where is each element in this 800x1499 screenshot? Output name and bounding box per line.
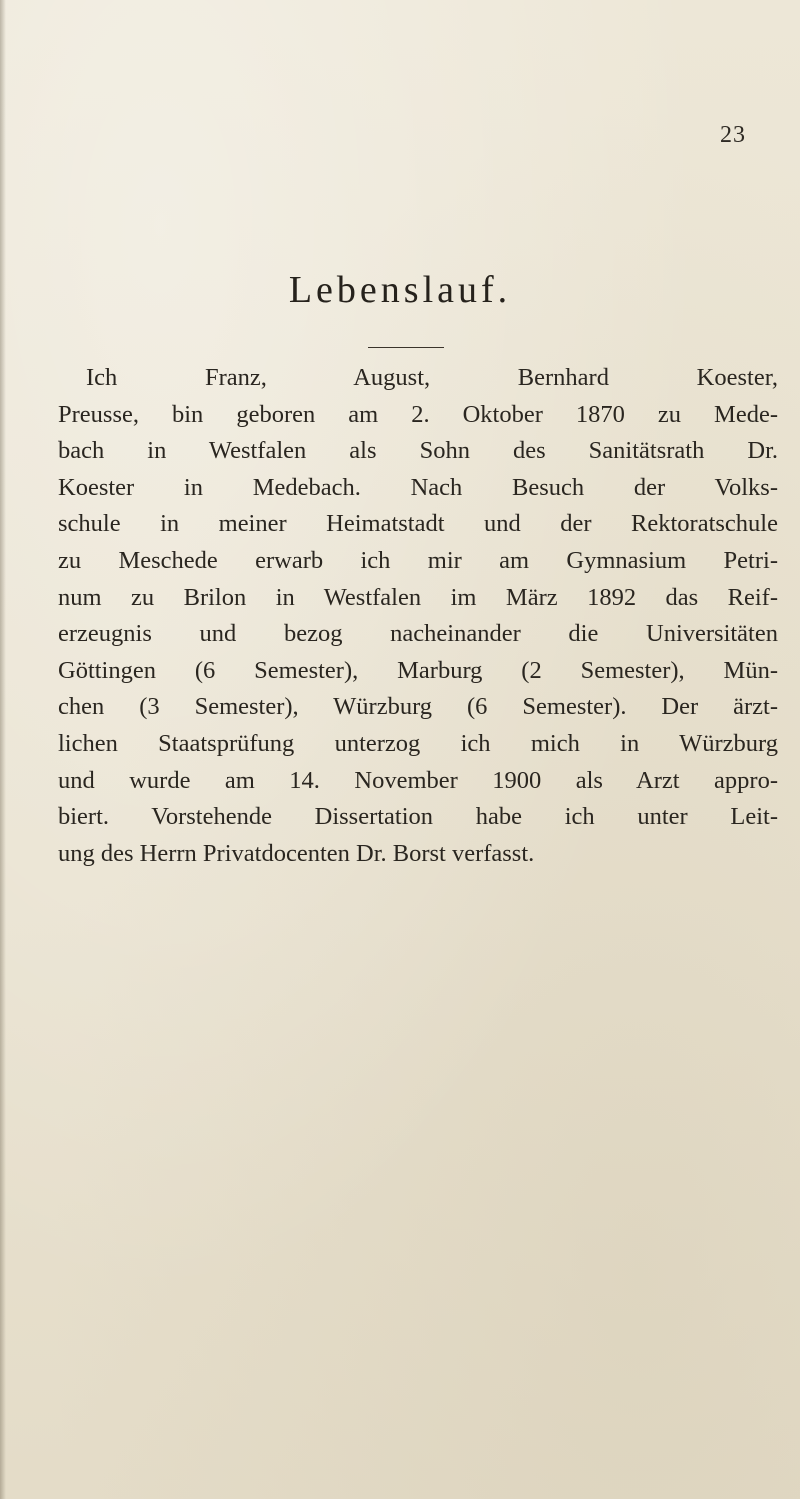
body-paragraph <box>58 360 778 872</box>
body-line: erzeugnis und bezog nacheinander die Universitäten <box>58 620 778 648</box>
body-line: biert. Vorstehende Dissertation habe ich unter Leit- <box>58 803 778 831</box>
title-divider <box>368 347 444 348</box>
body-line: num zu Brilon in Westfalen im März 1892 das Reif- <box>58 583 778 611</box>
body-line: Koester in Medebach. Nach Besuch der Volks- <box>58 473 778 501</box>
page-title: Lebenslauf. <box>288 269 512 311</box>
body-line: schule in meiner Heimatstadt und der Rektoratschule <box>58 510 778 538</box>
body-line: chen (3 Semester), Würzburg (6 Semester). Der ärzt- <box>58 693 778 721</box>
body-line: zu Meschede erwarb ich mir am Gymnasium Petri- <box>58 546 778 574</box>
page-number: 23 <box>720 122 746 148</box>
body-line: Preusse, bin geboren am 2. Oktober 1870 zu Mede- <box>58 400 778 428</box>
body-line: ung des Herrn Privatdocenten Dr. Borst verfasst. <box>58 839 535 867</box>
body-line: Göttingen (6 Semester), Marburg (2 Semester), Mün- <box>58 656 778 684</box>
body-line: und wurde am 14. November 1900 als Arzt appro- <box>58 766 778 794</box>
body-line: lichen Staatsprüfung unterzog ich mich in Würzburg <box>58 729 778 757</box>
page-edge-shadow <box>0 0 6 1499</box>
body-line: bach in Westfalen als Sohn des Sanitätsrath Dr. <box>58 437 778 465</box>
body-line: Ich Franz, August, Bernhard Koester, <box>86 364 778 391</box>
